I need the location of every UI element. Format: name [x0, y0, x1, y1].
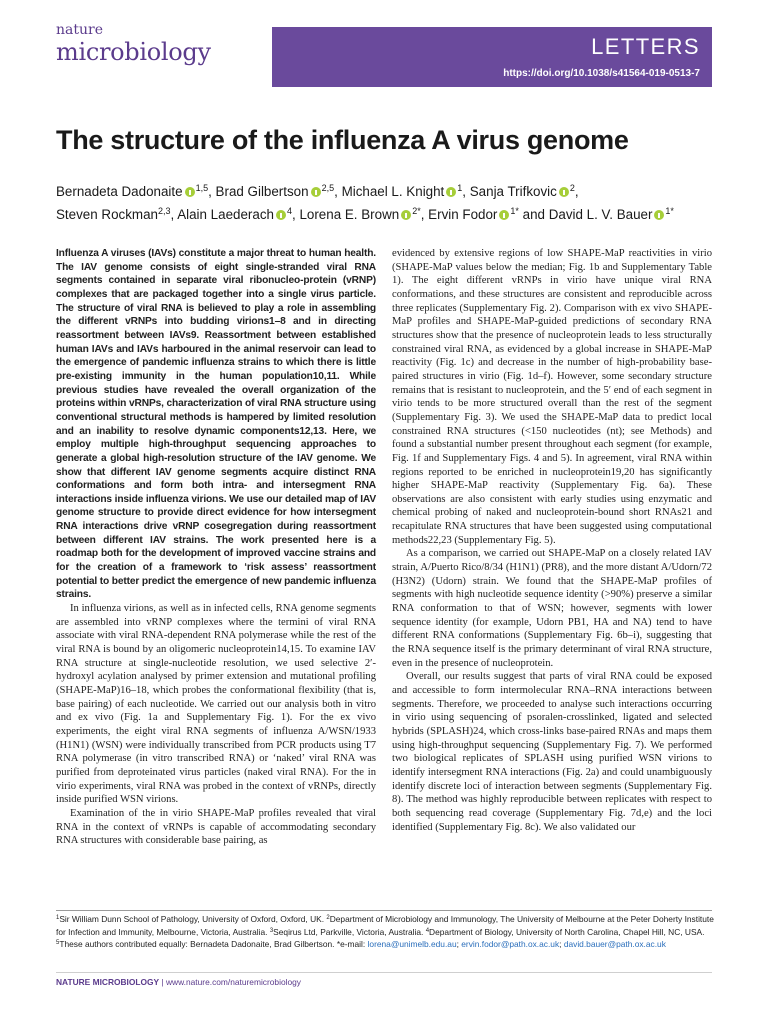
author-separator: and	[518, 207, 549, 222]
author-affiliation-marker: 2*	[412, 206, 421, 216]
orcid-icon[interactable]	[559, 187, 569, 197]
journal-logo[interactable]	[56, 22, 211, 66]
author-name[interactable]: Sanja Trifkovic	[469, 184, 557, 199]
author-affiliation-marker: 1*	[510, 206, 519, 216]
email-link[interactable]: lorena@unimelb.edu.au	[367, 939, 457, 950]
affiliation-text: These authors contributed equally: Bernadeta Dadonaite, Brad Gilbertson.	[59, 939, 337, 950]
affiliation-marker: 3	[269, 927, 274, 934]
author-name[interactable]: David L. V. Bauer	[548, 207, 653, 222]
affiliation-text: Sir William Dunn School of Pathology, University of Oxford, Oxford, UK.	[59, 914, 327, 924]
affiliation-text: Department of Biology, University of North Carolina, Chapel Hill, NC, USA.	[429, 926, 705, 937]
orcid-icon[interactable]	[446, 187, 456, 197]
body-paragraph: evidenced by extensive regions of low SHAPE-MaP reactivities in virio (SHAPE-MaP values below the median; Fig. 1b and Supplementary Table 1). The eight different vRNPs in virio have unique viral RNA conformations, and these structures are consistent and reproducible across three replicates (Supplementary Fig. 2). Comparison with ex vivo SHAPE-MaP profiles and SHAPE-MaP-guided predictions of secondary RNA structures show that the presence of nucleoprotein leads to less structurally constrained viral RNA, as evidenced by a global increase in SHAPE-MaP reactivity (Fig. 1c) and decrease in the number of high-probability base-paired structures in virio (Fig. 1d–f). However, some secondary structure remains that is resistant to nucleoprotein, and the 5′ end of each segment in virio tends to be more structured overall than the rest of the segment (Supplementary Fig. 3). We used the SHAPE-MaP data to predict local constrained RNA structures (<150 nucleotides (nt); see Methods) and found a substantial number present throughout each segment (for example, Fig. 1f and Supplementary Figs. 4 and 5). In agreement, viral RNA within regions reported to be enriched in nucleoprotein19,20 has significantly higher SHAPE-MaP reactivity (Supplementary Fig. 6a). These observations are also consistent with early studies using enzymatic and chemical probing of naked and nucleoprotein-bound short RNAs21 and recapitulate RNA structures that have been suggested using computational methods22,23 (Supplementary Fig. 5).	[392, 248, 712, 546]
footer-divider	[56, 972, 712, 973]
footer-separator: |	[159, 977, 166, 987]
author-affiliation-marker: 1*	[665, 206, 674, 216]
footer-journal: NATURE MICROBIOLOGY	[56, 977, 160, 987]
author-separator: ,	[334, 184, 342, 199]
footer-url-link[interactable]: www.nature.com/naturemicrobiology	[165, 977, 301, 987]
email-link[interactable]: ervin.fodor@path.ox.ac.uk	[461, 939, 560, 950]
affiliation-text: Department of Microbiology and Immunology, The University of Melbourne at the Peter Doherty Institute for Infection and Immunity, Melbourne, Victoria, Australia.	[56, 914, 714, 937]
author-name[interactable]: Michael L. Knight	[341, 184, 445, 199]
section-label: LETTERS	[591, 34, 700, 59]
author-name[interactable]: Brad Gilbertson	[215, 184, 309, 199]
author-list	[56, 180, 726, 226]
right-body	[392, 247, 712, 834]
author-name[interactable]: Steven Rockman	[56, 207, 158, 222]
author-line	[56, 180, 726, 203]
abstract: Influenza A viruses (IAVs) constitute a major threat to human health. The IAV genome consists of eight single-stranded viral RNA segments contained in separate viral ribonucleo-protein (vRNP) complexes that are packaged together into a single virus particle. The structure of viral RNA is believed to play a role in assembling the different vRNPs into budding virions1–8 and in directing reassortment between IAVs9. Reassortment between established human IAVs and IAVs harboured in the animal reservoir can lead to the emergence of pandemic influenza strains to which there is little pre-existing immunity in the human population10,11. While previous studies have revealed the overall organization of the proteins within vRNPs, characterization of viral RNA structure using conventional structural methods is hampered by limited resolution and an inability to resolve dynamic components12,13. Here, we employ multiple high-throughput sequencing approaches to generate a global high-resolution structure of the IAV genome. We show that different IAV genome segments acquire distinct RNA conformations and form both intra- and intersegment RNA interactions inside influenza virions. We use our detailed map of IAV genome structure to provide direct evidence for how intersegment RNA interactions drive vRNP cosegregation during reassortment between different IAV strains. The work presented here is a roadmap both for the development of improved vaccine strains and for the creation of a framework to ‘risk assess’ reassortment potential to better predict the emergence of new pandemic influenza strains.	[56, 248, 376, 601]
doi-link[interactable]: https://doi.org/10.1038/s41564-019-0513-7	[503, 68, 700, 79]
affiliation-marker: 1	[56, 915, 60, 921]
orcid-icon[interactable]	[311, 187, 321, 197]
author-name[interactable]: Ervin Fodor	[428, 207, 498, 222]
orcid-icon[interactable]	[276, 210, 286, 220]
logo-line-nature: nature	[56, 22, 103, 38]
left-body	[56, 602, 376, 848]
author-separator: ,	[208, 184, 216, 199]
author-line	[56, 203, 726, 226]
orcid-icon[interactable]	[185, 187, 195, 197]
author-affiliation-marker: 2,5	[321, 183, 335, 193]
affiliations-footnote: $^1$Sir William Dunn School of Pathology, University of Oxford, Oxford, UK. $^2$Department of Microbiology and Immunology, The University of Melbourne at the Peter Doherty Institute for Infection and Immunity, Melbourne, Victoria, Australia. $^3$Seqirus Ltd, Parkville, Victoria, Australia. $^4$Department of Biology, University of North Carolina, Chapel Hill, NC, USA. $^5$These authors contributed equally: Bernadeta Dadonaite, Brad Gilbertson. *e-mail: lorena@unimelb.edu.au; ervin.fodor@path.ox.ac.uk; david.bauer@path.ox.ac.uk	[56, 914, 714, 950]
logo-line-microbiology: microbiology	[56, 38, 211, 66]
right-column	[392, 247, 712, 834]
author-name[interactable]: Lorena E. Brown	[299, 207, 400, 222]
author-name[interactable]: Alain Laederach	[177, 207, 274, 222]
author-affiliation-marker: 4	[286, 206, 292, 216]
affiliation-marker: 5	[56, 940, 60, 947]
body-paragraph: Examination of the in virio SHAPE-MaP profiles revealed that viral RNA in the context of vRNPs is capable of accommodating secondary RNA structures with considerable base pairing, as	[56, 807, 376, 847]
author-separator: ,	[574, 184, 579, 199]
section-banner	[272, 27, 712, 87]
author-separator: ,	[462, 184, 470, 199]
author-affiliation-marker: 1	[457, 183, 463, 193]
footnote-divider	[56, 910, 712, 911]
email-label: *e-mail:	[336, 939, 368, 950]
orcid-icon[interactable]	[401, 210, 411, 220]
orcid-icon[interactable]	[654, 210, 664, 220]
body-paragraph: As a comparison, we carried out SHAPE-MaP on a closely related IAV strain, A/Puerto Rico/8/34 (H1N1) (PR8), and the more distant A/Udorn/72 (H3N2) (Udorn) strain. We found that the SHAPE-MaP profiles of segments with high nucleotide sequence identity (>90%) preserve a similar RNA conformation to that of WSN; however, segments with lower sequence identity (for example, Udorn PB1, HA and NA) tend to have different RNA conformations (Supplementary Fig. 6b–i), suggesting that the RNA sequence itself is the primary determinant of viral RNA structure, even in the presence of nucleoprotein.	[392, 548, 712, 669]
author-affiliation-marker: 2	[569, 183, 575, 193]
email-link[interactable]: david.bauer@path.ox.ac.uk	[563, 939, 666, 950]
body-paragraph: In influenza virions, as well as in infected cells, RNA genome segments are assembled into vRNP complexes where the termini of viral RNA associate with viral RNA-dependent RNA polymerase while the rest of the viral RNA is bound by an oligomeric nucleoprotein14,15. To examine IAV RNA structure at single-nucleotide resolution, we used selective 2′-hydroxyl acylation analysed by primer extension and mutational profiling (SHAPE-MaP)16–18, which probes the conformational flexibility (that is, base pairing) of each nucleotide. We carried out our analysis both in vitro and ex vivo (Fig. 1a and Supplementary Fig. 1). For the ex vivo experiments, the eight viral RNA segments of influenza A/WSN/1933 (H1N1) (WSN) were individually transcribed from PCR products using T7 RNA polymerase (in vitro transcribed RNA) or ‘naked’ viral RNA was purified from deproteinated virus particles (naked viral RNA). For the in virio experiments, viral RNA was probed in the context of vRNPs, directly inside purified WSN virions.	[56, 603, 376, 806]
author-separator: ,	[292, 207, 300, 222]
affiliation-text: Seqirus Ltd, Parkville, Victoria, Australia.	[273, 926, 426, 937]
left-column	[56, 247, 376, 848]
page-footer	[56, 977, 301, 987]
author-separator: ,	[420, 207, 429, 222]
author-affiliation-marker: 1,5	[195, 183, 209, 193]
affiliation-marker: 2	[326, 915, 330, 921]
article-title: The structure of the influenza A virus genome	[56, 125, 629, 155]
orcid-icon[interactable]	[499, 210, 509, 220]
author-name[interactable]: Bernadeta Dadonaite	[56, 184, 183, 199]
author-separator: ,	[170, 207, 178, 222]
affiliation-marker: 4	[425, 927, 430, 934]
body-paragraph: Overall, our results suggest that parts of viral RNA could be exposed and accessible to form intermolecular RNA–RNA interactions between segments. Therefore, we proceeded to analyse such interactions occurring in virio using sequencing of psoralen-crosslinked, ligated and selected hybrids (SPLASH)24, which cross-links base-paired RNAs and maps them using high-throughput sequencing (Supplementary Fig. 7). We performed two biological replicates of SPLASH using purified WSN virions to identify intersegment RNA interactions (Fig. 2a) and could unambiguously identify discrete loci of interaction between segments (Supplementary Fig. 8). The method was highly reproducible between replicates with respect to both sequencing read coverage (Supplementary Fig. 7d,e) and the loci identified (Supplementary Fig. 8c). We also validated our	[392, 671, 712, 833]
author-affiliation-marker: 2,3	[157, 206, 171, 216]
